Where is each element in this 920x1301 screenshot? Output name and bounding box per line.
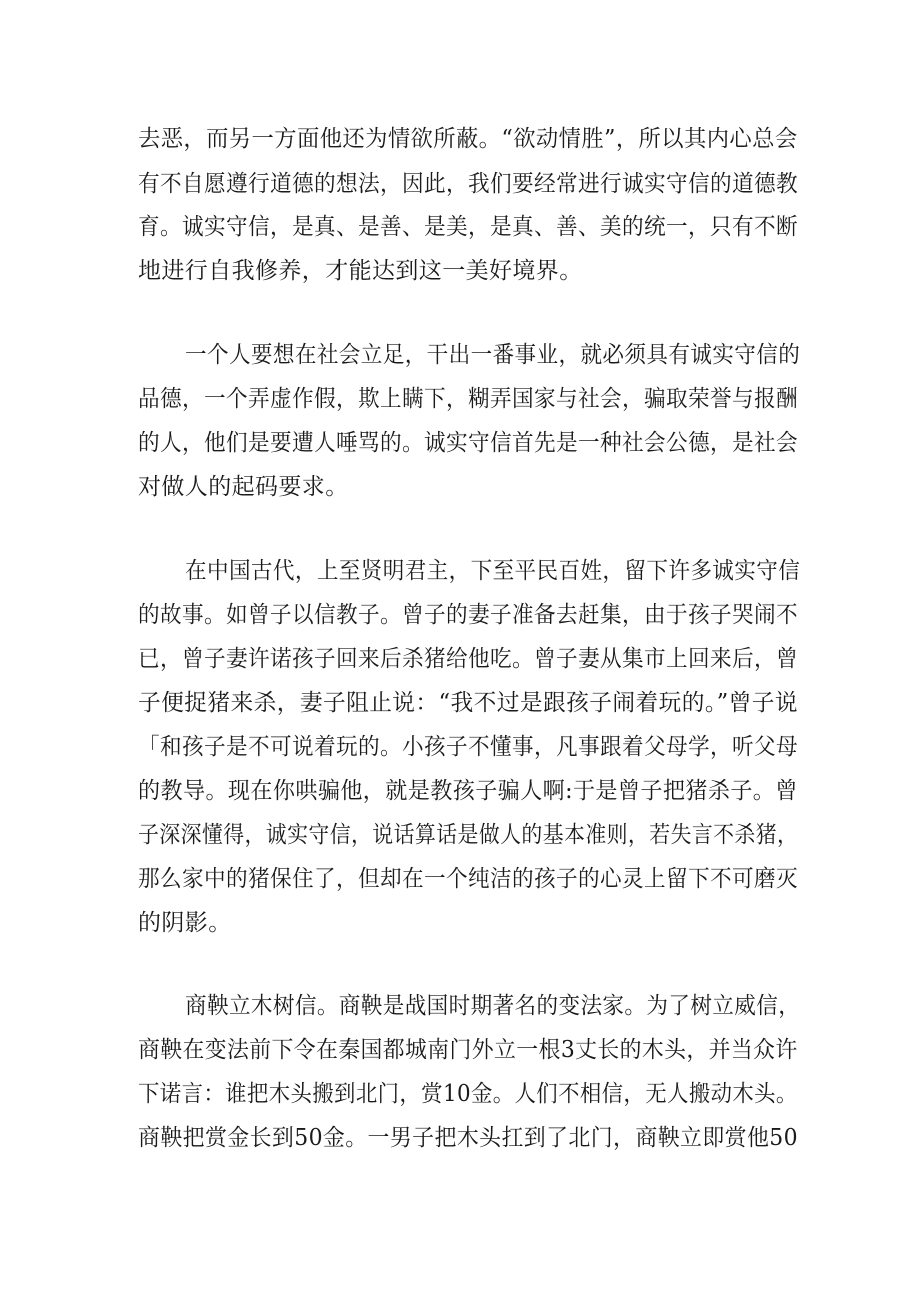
paragraph-1-line-1: 去恶，而另一方面他还为情欲所蔽。“欲动情胜”，所以其内心总会 (138, 126, 798, 152)
paragraph-3-line-4: 子便捉猪来杀，妻子阻止说：“我不过是跟孩子闹着玩的。”曾子说 (138, 690, 799, 716)
paragraph-4-line-2: 商鞅在变法前下令在秦国都城南门外立一根3丈长的木头，并当众许 (138, 1037, 798, 1063)
paragraph-3-line-5: 「和孩子是不可说着玩的。小孩子不懂事，凡事跟着父母学，听父母 (138, 734, 799, 760)
paragraph-4-line-4: 商鞅把赏金长到50金。一男子把木头扛到了北门，商鞅立即赏他50 (138, 1125, 798, 1151)
paragraph-3-line-1: 在中国古代，上至贤明君主，下至平民百姓，留下许多诚实守信 (185, 558, 801, 584)
paragraph-3-line-3: 已，曾子妻许诺孩子回来后杀猪给他吃。曾子妻从集市上回来后，曾 (138, 646, 799, 672)
paragraph-1-line-3: 育。诚实守信，是真、是善、是美，是真、善、美的统一，只有不断 (138, 214, 799, 240)
paragraph-3-line-2: 的故事。如曾子以信教子。曾子的妻子准备去赶集，由于孩子哭闹不 (138, 602, 799, 628)
paragraph-2-line-3: 的人，他们是要遭人唾骂的。诚实守信首先是一种社会公德，是社会 (138, 430, 799, 456)
paragraph-3-line-8: 那么家中的猪保住了，但却在一个纯洁的孩子的心灵上留下不可磨灭 (138, 866, 799, 892)
paragraph-2-line-2: 品德，一个弄虚作假，欺上瞒下，糊弄国家与社会，骗取荣誉与报酬 (138, 386, 799, 412)
paragraph-3-line-6: 的教导。现在你哄骗他，就是教孩子骗人啊:于是曾子把猪杀子。曾 (138, 778, 798, 804)
paragraph-4-line-1: 商鞅立木树信。商鞅是战国时期著名的变法家。为了树立威信， (185, 993, 801, 1019)
paragraph-2-line-4: 对做人的起码要求。 (138, 474, 349, 500)
paragraph-4-line-3: 下诺言：谁把木头搬到北门，赏10金。人们不相信，无人搬动木头。 (138, 1081, 798, 1107)
paragraph-2-line-1: 一个人要想在社会立足，干出一番事业，就必须具有诚实守信的 (185, 342, 801, 368)
paragraph-1-line-2: 有不自愿遵行道德的想法，因此，我们要经常进行诚实守信的道德教 (138, 171, 799, 197)
paragraph-3-line-7: 子深深懂得，诚实守信，说话算话是做人的基本准则，若失言不杀猪， (138, 822, 799, 848)
paragraph-1-line-4: 地进行自我修养，才能达到这一美好境界。 (138, 258, 583, 284)
paragraph-3-line-9: 的阴影。 (138, 910, 232, 936)
